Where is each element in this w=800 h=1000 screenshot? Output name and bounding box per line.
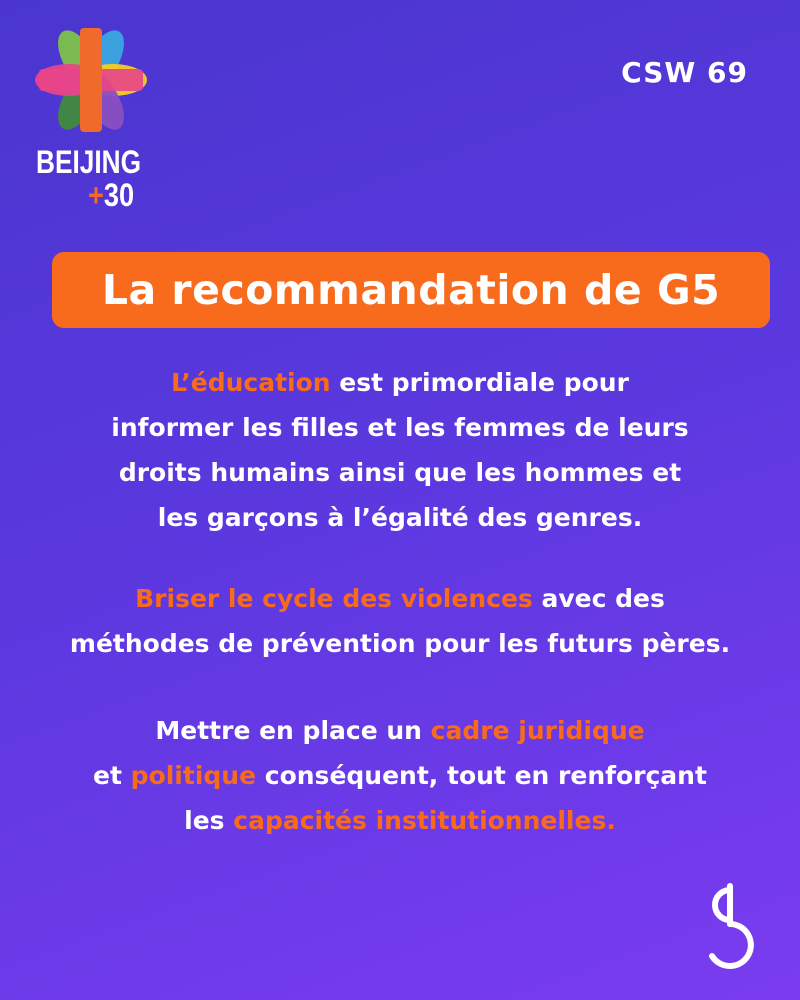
p1-line xyxy=(30,495,770,540)
event-label: CSW 69 xyxy=(621,56,748,89)
p1-line xyxy=(30,450,770,495)
body-text: informer les filles et les femmes de leurs xyxy=(111,413,689,442)
logo-line1: BEIJING xyxy=(36,144,141,180)
body-text: Mettre en place un xyxy=(155,716,431,745)
p2-line xyxy=(30,576,770,621)
body-text: méthodes de prévention pour les futurs pères. xyxy=(69,629,731,658)
p3-line xyxy=(30,708,770,753)
body-text: droits humains ainsi que les hommes et xyxy=(118,458,682,487)
body-text: conséquent, tout en renforçant xyxy=(256,761,707,790)
p1-line xyxy=(30,360,770,405)
paragraph-education xyxy=(30,360,770,540)
body-text: les xyxy=(184,806,234,835)
body-text: les garçons à l’égalité des genres. xyxy=(157,503,643,532)
banner-title: La recommandation de G5 xyxy=(101,266,721,314)
p3-line xyxy=(30,798,770,843)
p2-line xyxy=(30,621,770,666)
body-text: avec des xyxy=(532,584,665,613)
logo-wordmark xyxy=(36,144,166,214)
body-text: et xyxy=(93,761,131,790)
g5-logo-icon xyxy=(700,882,760,972)
body-text: est primordiale pour xyxy=(330,368,629,397)
p3-line xyxy=(30,753,770,798)
highlight-text: Briser le cycle des violences xyxy=(135,584,533,613)
g5-brand-logo xyxy=(700,882,760,972)
beijing-30-logo xyxy=(28,22,158,222)
paragraph-legal-framework xyxy=(30,708,770,843)
logo-plus: + xyxy=(88,177,104,213)
highlight-text: cadre juridique xyxy=(430,716,645,745)
highlight-text: politique xyxy=(130,761,257,790)
paragraph-violence xyxy=(30,576,770,666)
p1-line xyxy=(30,405,770,450)
highlight-text: L’éducation xyxy=(171,368,331,397)
highlight-text: capacités institutionnelles. xyxy=(233,806,616,835)
flower-logo-icon xyxy=(28,22,158,142)
logo-number: 30 xyxy=(103,177,135,213)
title-banner xyxy=(52,252,770,328)
logo-line2 xyxy=(88,177,154,214)
